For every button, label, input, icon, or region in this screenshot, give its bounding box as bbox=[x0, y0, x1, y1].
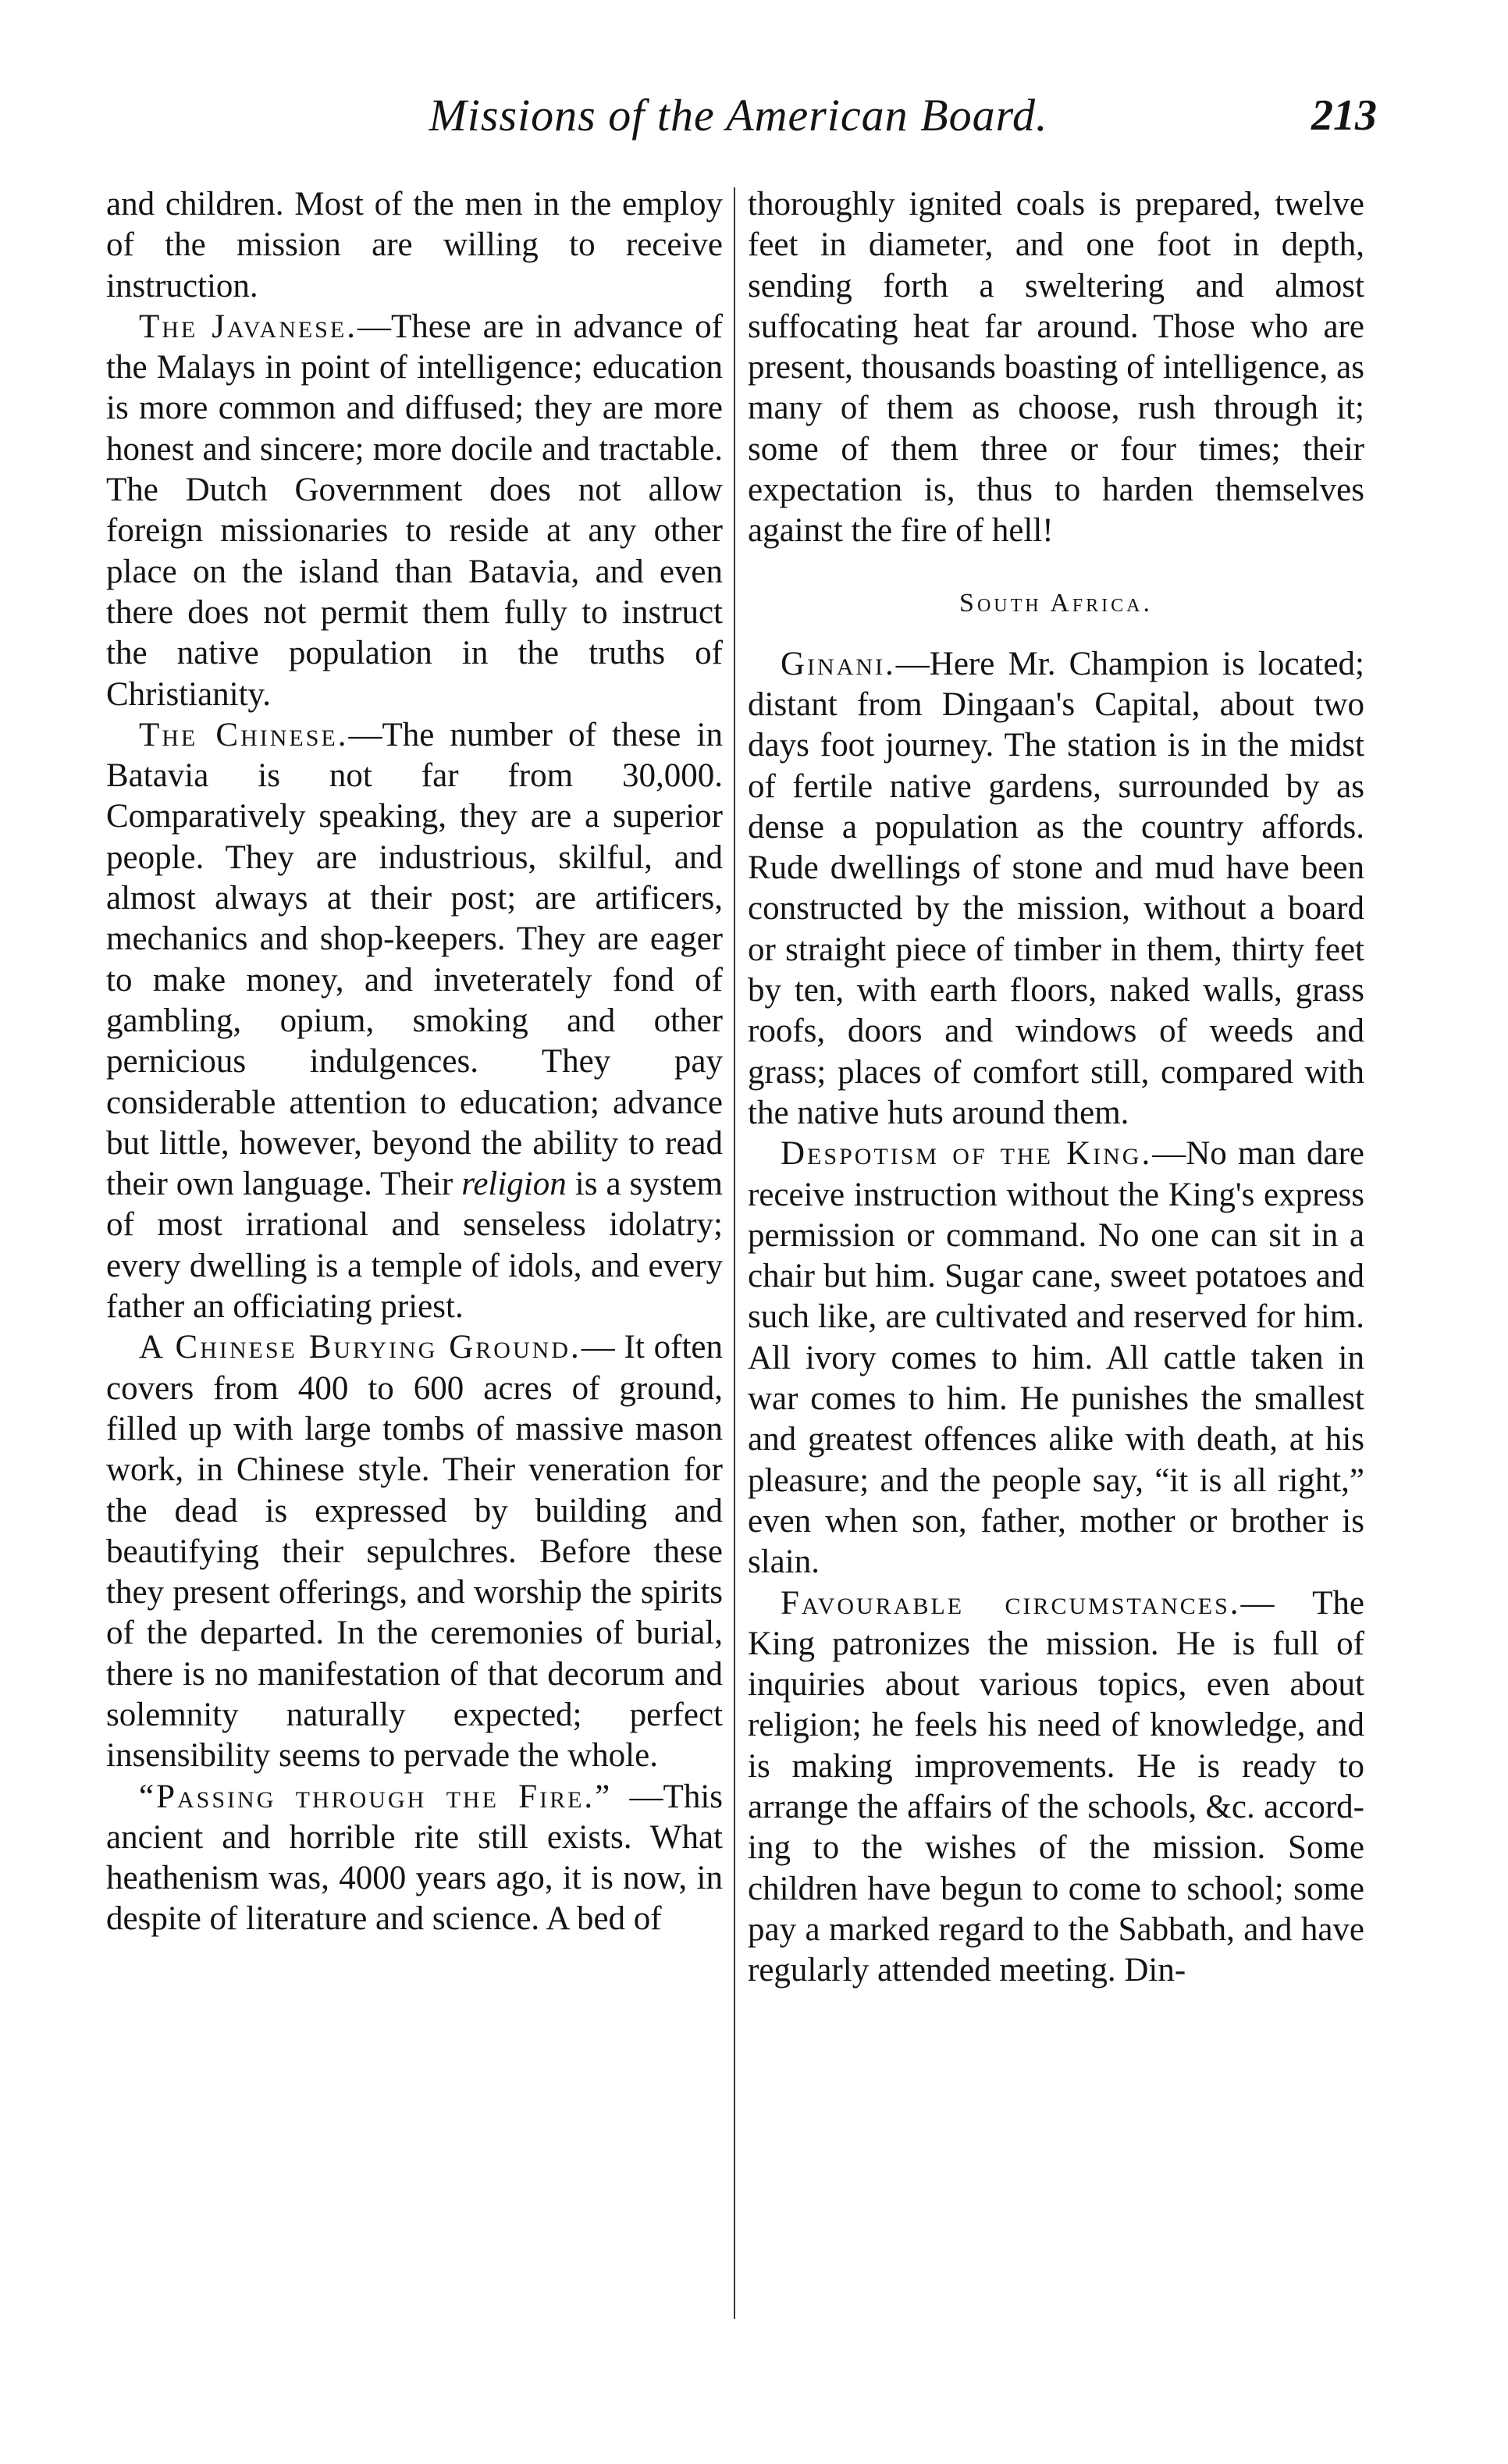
paragraph-continuation bbox=[748, 184, 1364, 552]
running-title: Missions of the American Board. bbox=[429, 90, 1048, 141]
paragraph-passing-fire bbox=[106, 1777, 723, 1940]
column-rule bbox=[734, 187, 735, 2319]
section-heading: South Africa. bbox=[959, 588, 1153, 618]
left-column bbox=[106, 184, 723, 1940]
paragraph-text: —The number of these in Batavia is not far from 30,000. Comparatively speaking, they are a superior people. They are industrious, skilful, and almost always at their post; are artificers, mechanics and shop-keepers. They are eager to make money, and inveterately fond of gambling, opium, smoking and other pernicious indulgences. They pay considerable attention to education; advance but little, however, beyond the ability to read their own language. Their bbox=[106, 716, 723, 1203]
paragraph-lead: A Chinese Burying Ground. bbox=[139, 1329, 582, 1366]
paragraph-text: —This ancient and horrible rite still exists. What heathenism was, 4000 years ago, it is now, in despite of literature and science. A bed of bbox=[106, 1778, 723, 1938]
emphasis-religion: religion bbox=[461, 1166, 567, 1203]
right-column bbox=[748, 184, 1364, 1991]
paragraph-lead: Favourable circumstances. bbox=[781, 1584, 1241, 1622]
paragraph-burying-ground bbox=[106, 1327, 723, 1776]
paragraph-text: thoroughly ignited coals is prepared, twelve feet in diameter, and one foot in depth, sending forth a sweltering and almost suffocating heat far around. Those who are present, thousands boasting of intelligence, as many of them as choose, rush through it; some of them three or four times; their expectation is, thus to harden themselves against the fire of hell! bbox=[748, 186, 1364, 550]
paragraph-ginani bbox=[748, 644, 1364, 1134]
paragraph-despotism bbox=[748, 1134, 1364, 1583]
paragraph-text: is a system of most irrational and senseless idolatry; every dwelling is a temple of idols, and every father an officiating priest. bbox=[106, 1166, 723, 1326]
paragraph-lead: Despotism of the King. bbox=[781, 1135, 1153, 1173]
paragraph-continuation bbox=[106, 184, 723, 307]
paragraph-text: and children. Most of the men in the employ of the mission are willing to receive instruction. bbox=[106, 186, 723, 304]
paragraph-lead: Ginani. bbox=[781, 645, 896, 682]
running-head bbox=[100, 84, 1377, 147]
paragraph-text: — It often covers from 400 to 600 acres of ground, filled up with large tombs of massive mason work, in Chinese style. Their veneration for the dead is expressed by building and beautifying their sepulchres. Before these they present offerings, and worship the spirits of the departed. In the ceremonies of burial, there is no manifestation of that decorum and solemnity naturally expected; perfect insensibility seems to pervade the whole. bbox=[106, 1329, 723, 1775]
paragraph-lead: “Passing through the Fire.” bbox=[139, 1778, 613, 1815]
paragraph-text: — The King patronizes the mission. He is full of inquiries about various topics, even about religion; he feels his need of knowledge, and is making improvements. He is ready to arrange the affairs of the schools, &c. according to the wishes of the mission. Some children have begun to come to school; some pay a marked regard to the Sabbath, and have regularly attended meeting. Din- bbox=[748, 1584, 1364, 1989]
page-number: 213 bbox=[1311, 91, 1377, 140]
paragraph-lead: The Chinese. bbox=[139, 716, 349, 753]
paragraph-favourable bbox=[748, 1583, 1364, 1992]
paragraph-text: —These are in advance of the Malays in point of intelligence; education is more common and diffused; they are more honest and sincere; more docile and tractable. The Dutch Government does not allow foreign missionaries to reside at any other place on the island than Batavia, and even there does not permit them fully to instruct the native population in the truths of Christianity. bbox=[106, 308, 723, 713]
paragraph-text: —Here Mr. Champion is located; distant from Dingaan's Capital, about two days foot journey. The station is in the midst of fertile native gardens, surrounded by as dense a population as the country affords. Rude dwellings of stone and mud have been constructed by the mission, without a board or straight piece of timber in them, thirty feet by ten, with earth floors, naked walls, grass roofs, doors and windows of weeds and grass; places of comfort still, compared with the native huts around them. bbox=[748, 645, 1364, 1131]
paragraph-chinese bbox=[106, 715, 723, 1327]
paragraph-text: —No man dare receive instruction without the King's express permission or command. No one can sit in a chair but him. Sugar cane, sweet potatoes and such like, are cultivated and reserved for him. All ivory comes to him. All cattle taken in war comes to him. He punishes the smallest and greatest offences alike with death, at his pleasure; and the people say, “it is all right,” even when son, father, mother or brother is slain. bbox=[748, 1135, 1364, 1581]
paragraph-javanese bbox=[106, 307, 723, 715]
paragraph-lead: The Javanese. bbox=[139, 308, 357, 345]
